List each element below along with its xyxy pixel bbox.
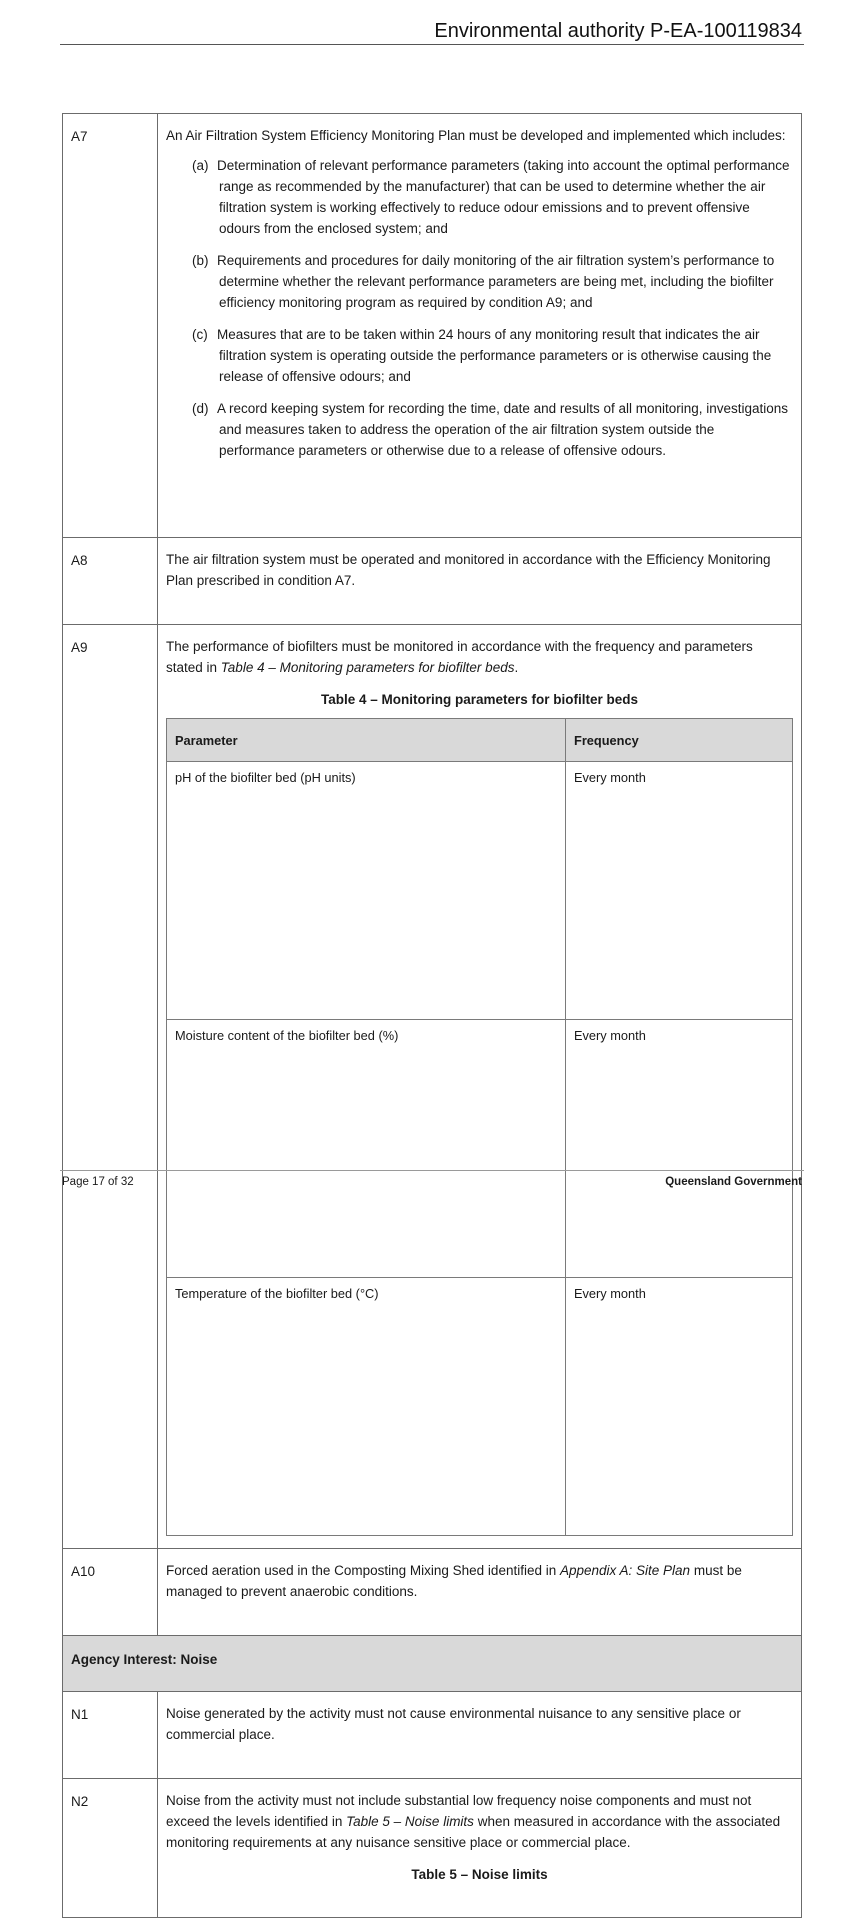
condition-text — [166, 636, 793, 678]
item-marker: (c) — [192, 327, 208, 342]
condition-body — [158, 538, 802, 625]
table-reference: Table 5 – Noise limits — [346, 1814, 474, 1829]
agency-interest-row — [63, 1636, 802, 1692]
text-segment: Noise from the activity must not include substantial low frequency noise components and must not exceed the levels identified in — [166, 1793, 752, 1829]
condition-row-n1 — [63, 1692, 802, 1779]
footer-brand: Queensland Government — [665, 1176, 802, 1188]
text-segment: Forced aeration used in the Composting Mixing Shed identified in — [166, 1563, 560, 1578]
list-item — [192, 155, 793, 239]
item-marker: (b) — [192, 253, 209, 268]
condition-body — [158, 1549, 802, 1636]
condition-id: A10 — [63, 1549, 158, 1636]
table-cell: Every month — [566, 1020, 793, 1278]
table-reference: Table 4 – Monitoring parameters for biofilter beds — [220, 660, 515, 675]
item-text: A record keeping system for recording the time, date and results of all monitoring, investigations and measures taken to address the operation of the air filtration system outside the performance parameters or otherwise due to a release of offensive odours. — [217, 401, 789, 458]
table-cell: Moisture content of the biofilter bed (%) — [167, 1020, 566, 1278]
condition-row-a7 — [63, 114, 802, 538]
item-text: Requirements and procedures for daily monitoring of the air filtration system’s performance to determine whether the relevant performance parameters are being met, including the biofilter efficiency monitoring program as required by condition A9; and — [217, 253, 775, 310]
conditions-table — [62, 113, 802, 1918]
header-divider — [60, 44, 804, 45]
appendix-reference: Appendix A: Site Plan — [559, 1563, 691, 1578]
column-header-frequency: Frequency — [566, 719, 793, 762]
condition-id: N2 — [63, 1779, 158, 1918]
item-marker: (a) — [192, 158, 209, 173]
condition-text: The air filtration system must be operated and monitored in accordance with the Efficiency Monitoring Plan prescribed in condition A7. — [166, 552, 771, 588]
condition-text — [166, 1790, 793, 1853]
condition-row-a9 — [63, 625, 802, 1549]
condition-id: N1 — [63, 1692, 158, 1779]
condition-id: A9 — [63, 625, 158, 1549]
condition-text: Noise generated by the activity must not cause environmental nuisance to any sensitive place or commercial place. — [166, 1706, 741, 1742]
item-marker: (d) — [192, 401, 209, 416]
table-header-row — [167, 719, 793, 762]
condition-body — [158, 1779, 802, 1918]
list-item — [192, 250, 793, 313]
table-cell: pH of the biofilter bed (pH units) — [167, 762, 566, 1020]
list-item — [192, 398, 793, 461]
page-number: Page 17 of 32 — [62, 1176, 134, 1188]
agency-interest-heading: Agency Interest: Noise — [63, 1636, 802, 1692]
condition-row-n2 — [63, 1779, 802, 1918]
table-cell: Temperature of the biofilter bed (°C) — [167, 1278, 566, 1536]
biofilter-monitoring-table — [166, 718, 793, 1536]
condition-row-a8 — [63, 538, 802, 625]
footer-divider — [60, 1170, 804, 1171]
condition-text — [166, 1560, 793, 1602]
table-caption: Table 5 – Noise limits — [411, 1867, 548, 1882]
text-segment: must be managed to prevent anaerobic conditions. — [166, 1563, 742, 1599]
condition-id: A7 — [63, 114, 158, 538]
text-segment: The performance of biofilters must be monitored in accordance with the frequency and parameters stated in — [166, 639, 753, 675]
condition-body — [158, 625, 802, 1549]
table-row — [167, 762, 793, 1020]
table-caption: Table 4 – Monitoring parameters for biofilter beds — [320, 692, 639, 707]
list-item — [192, 324, 793, 387]
table-cell: Every month — [566, 1278, 793, 1536]
condition-body — [158, 1692, 802, 1779]
condition-body — [158, 114, 802, 538]
table-cell: Every month — [566, 762, 793, 1020]
document-header-title: Environmental authority P-EA-100119834 — [434, 20, 802, 42]
text-segment: when measured in accordance with the associated monitoring requirements at any nuisance sensitive place or commercial place. — [166, 1814, 781, 1850]
condition-row-a10 — [63, 1549, 802, 1636]
column-header-parameter: Parameter — [167, 719, 566, 762]
item-text: Measures that are to be taken within 24 hours of any monitoring result that indicates the air filtration system is operating outside the performance parameters or is otherwise causing the release of offensive odours; and — [217, 327, 772, 384]
table-row — [167, 1020, 793, 1278]
condition-items-list — [166, 155, 793, 461]
condition-id: A8 — [63, 538, 158, 625]
item-text: Determination of relevant performance parameters (taking into account the optimal performance range as recommended by the manufacturer) that can be used to determine whether the air filtration system is working effectively to reduce odour emissions and to prevent offensive odours from the enclosed system; and — [217, 158, 790, 236]
text-segment: . — [514, 660, 519, 675]
table-row — [167, 1278, 793, 1536]
condition-intro: An Air Filtration System Efficiency Monitoring Plan must be developed and implemented which includes: — [166, 128, 786, 143]
